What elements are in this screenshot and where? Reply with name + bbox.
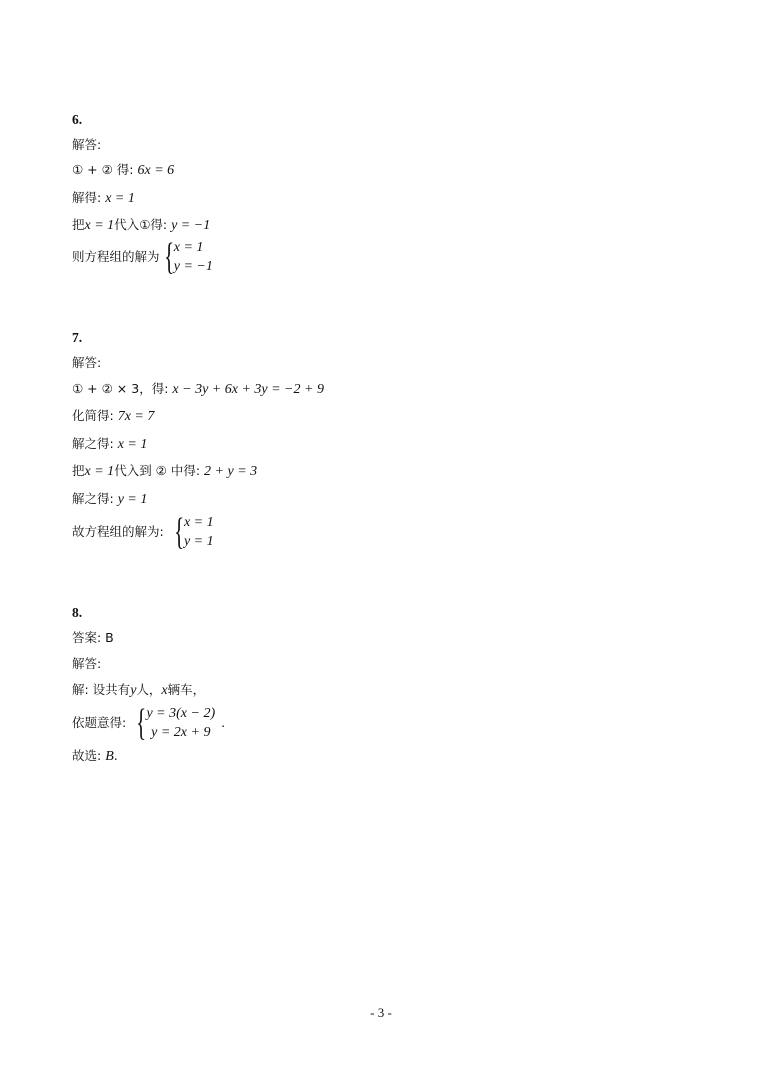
q8-line-1-text-b: 人， (136, 682, 162, 697)
q6-line-3-text-a: 把 (72, 217, 85, 232)
q6-system-eq-1: x = 1 (173, 240, 204, 255)
q6-solution-system (72, 238, 213, 276)
q6-line-3-text-b: 代入①得: (114, 217, 168, 232)
q7-line-3-math: x = 1 (117, 437, 148, 452)
q8-line-1-var-x: x (161, 683, 168, 698)
q8-line-1-text-a: 解: 设共有 (72, 682, 131, 697)
q7-line-4-math-2: 2 + y = 3 (204, 464, 258, 479)
q6-line-2 (72, 189, 135, 208)
q6-line-1 (72, 161, 174, 180)
q6-line-1-math: 6x = 6 (137, 163, 175, 178)
q7-line-6 (72, 513, 214, 551)
q6-line-1-text: ① + ② 得: (72, 162, 134, 177)
q8-line-1-text-c: 辆车， (167, 682, 206, 697)
q8-answer: 答案: B (72, 630, 114, 645)
q7-line-5 (72, 490, 147, 509)
q7-line-2 (72, 407, 154, 426)
q8-line-1-var-y: y (130, 683, 137, 698)
q6-number: 6. (72, 112, 83, 127)
q8-line-3-period: . (113, 748, 118, 763)
q6-heading: 解答: (72, 137, 102, 152)
q7-line-2-math: 7x = 7 (117, 409, 155, 424)
q7-system-eq-1: x = 1 (183, 515, 214, 530)
q7-solution-system (72, 513, 214, 551)
left-brace-icon: { (173, 511, 184, 553)
q6-line-3 (72, 216, 210, 235)
q6-line-2-text: 解得: (72, 190, 102, 205)
q8-number: 8. (72, 605, 83, 620)
q6-line-4 (72, 238, 213, 276)
page-number: - 3 - (370, 1005, 392, 1020)
q6-system-eq-2: y = −1 (173, 259, 213, 274)
q7-line-1-text: ① + ② × 3，得: (72, 381, 169, 396)
q7-line-4-text-a: 把 (72, 463, 85, 478)
q7-line-3-text: 解之得: (72, 436, 114, 451)
q8-line-3 (72, 747, 118, 766)
q7-number: 7. (72, 330, 83, 345)
q7-line-6-text: 故方程组的解为: (72, 524, 164, 539)
q8-heading: 解答: (72, 656, 102, 671)
q7-line-4-math-1: x = 1 (84, 464, 115, 479)
q8-line-2-period: . (221, 715, 226, 730)
q7-line-1 (72, 380, 324, 399)
q7-line-2-text: 化简得: (72, 408, 114, 423)
q8-line-3-math: B (105, 749, 114, 764)
q6-line-2-math: x = 1 (105, 191, 135, 206)
q8-system-eq-1: y = 3(x − 2) (146, 706, 216, 721)
left-brace-icon: { (163, 236, 174, 278)
q7-line-5-text: 解之得: (72, 491, 114, 506)
q7-line-4 (72, 462, 257, 481)
q8-line-3-text: 故选: (72, 748, 102, 763)
q6-line-3-math-2: y = −1 (171, 218, 211, 233)
q8-line-2-text: 依题意得: (72, 715, 127, 730)
q8-equation-system (72, 704, 225, 742)
q8-line-2 (72, 704, 225, 742)
q6-line-4-text: 则方程组的解为 (72, 249, 160, 264)
q8-system-eq-2: y = 2x + 9 (151, 725, 211, 740)
q7-line-4-text-b: 代入到 ② 中得: (114, 463, 201, 478)
q7-line-3 (72, 435, 147, 454)
q6-line-3-math-1: x = 1 (84, 218, 115, 233)
left-brace-icon: { (136, 702, 147, 744)
q7-line-5-math: y = 1 (117, 492, 148, 507)
q7-system-eq-2: y = 1 (183, 534, 214, 549)
q7-heading: 解答: (72, 355, 102, 370)
q8-line-1 (72, 681, 205, 700)
q7-line-1-math: x − 3y + 6x + 3y = −2 + 9 (172, 382, 324, 397)
